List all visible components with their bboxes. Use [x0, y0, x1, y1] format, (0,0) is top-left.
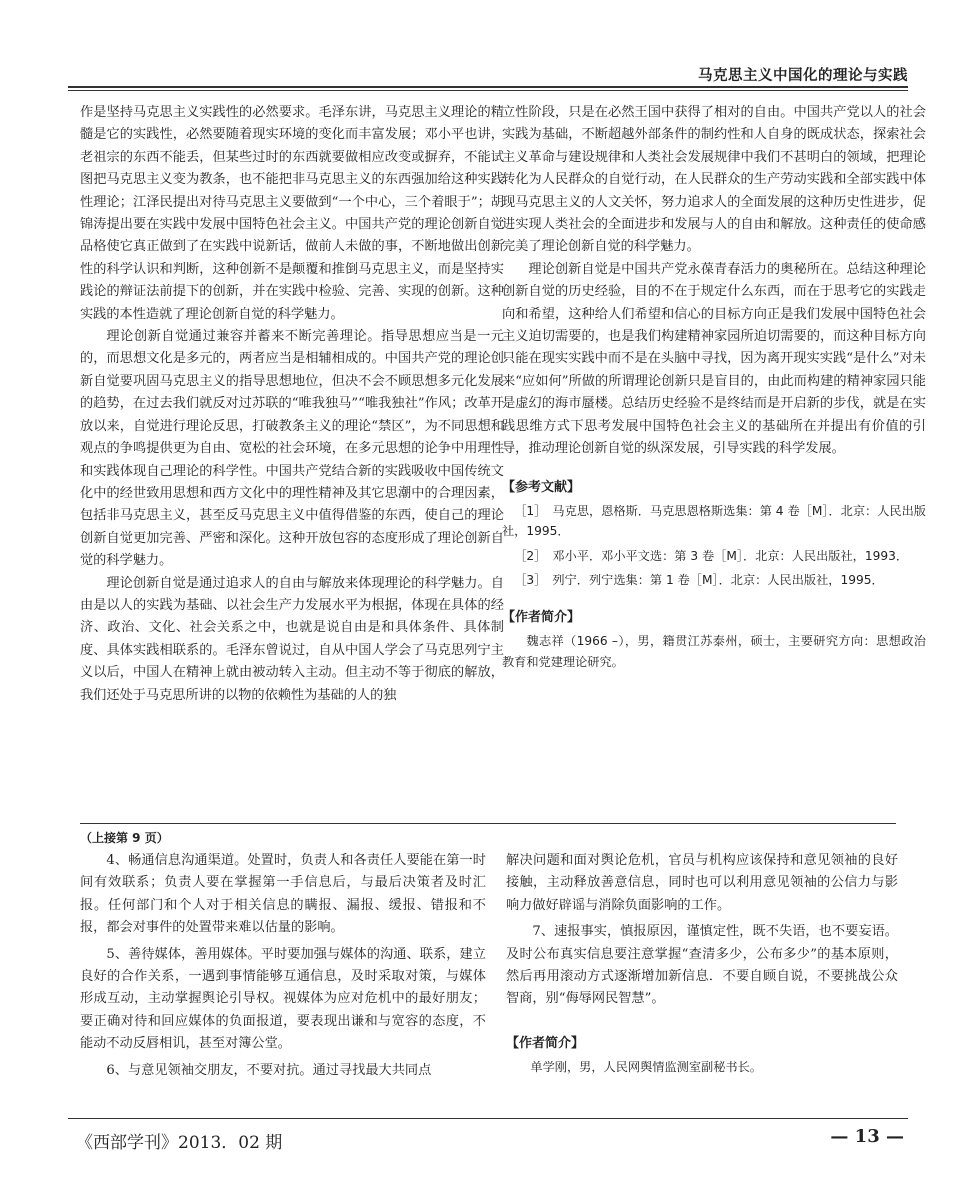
- bottom-left-column: [80, 850, 486, 1086]
- paragraph: 7、速报事实，慎报原因，谨慎定性，既不失语，也不要妄语。及时公布真实信息要注意掌握“查清多少，公布多少”的基本原则，然后再用滚动方式逐渐增加新信息．不要自顾自说，不要挑战公众智商，别“侮辱网民智慧”。: [506, 924, 898, 1007]
- paragraph: 理论创新自觉是通过追求人的自由与解放来体现理论的科学魅力。自由是以人的实践为基础、以社会生产力发展水平为根据，体现在具体的经济、政治、文化、社会关系之中，也就是说自由是和具体条件、具体制度、具体实践相联系的。毛泽东曾说过，自从中国人学会了马克思列宁主义以后，中国人在精神上就由被动转入主动。但主动不等于彻底的解放，我们还处于马克思所讲的以物的依赖性为基础的人的独: [80, 575, 504, 703]
- header-rule-thin: [68, 90, 908, 91]
- paragraph: 立性阶段，只是在必然王国中获得了相对的自由。中国共产党以人的社会实践为基础，不断超越外部条件的制约性和人自身的既成状态，探索社会主义革命与建设规律和人类社会发展规律中我们不甚明白的领域，把理论转化为人民群众的自觉行动，在人民群众的生产劳动实践和全部实践中体现马克思主义的人文关怀，努力追求人的全面发展的这种历史性进步，促进实现人类社会的全面进步和发展与人的自由和解放。这种责任的使命感完美了理论创新自觉的科学魅力。: [502, 105, 926, 255]
- paragraph: 4、畅通信息沟通渠道。处置时，负责人和各责任人要能在第一时间有效联系；负责人要在掌握第一手信息后，与最后决策者及时汇报。任何部门和个人对于相关信息的瞒报、漏报、缓报、错报和不报，都会对事件的处置带来难以估量的影响。: [80, 853, 486, 936]
- author-bio-text: 单学刚，男，人民网舆情监测室副秘书长。: [530, 1060, 762, 1075]
- paragraph: 理论创新自觉是中国共产党永葆青春活力的奥秘所在。总结这种理论创新自觉的历史经验，目的不在于规定什么东西，而在于思考它的实践走向和希望，这种给人们希望和信心的目标方向正是我们发展中国特色社会主义迫切需要的，也是我们构建精神家园所迫切需要的，而这种目标方向只能在现实实践中而不是在头脑中寻找，因为离开现实实践“是什么”对未来“应如何”所做的所谓理论创新只是盲目的，由此而构建的精神家园只能是虚幻的海市蜃楼。总结历史经验不是终结而是开启新的步伐，就是在实践思维方式下思考发展中国特色社会主义的基础所在并提出有价值的引导，推动理论创新自觉的纵深发展，引导实践的科学发展。: [502, 261, 926, 457]
- author-bio-text: 魏志祥（1966 –），男，籍贯江苏泰州，硕士，主要研究方向：思想政治教育和党建理论研究。: [502, 634, 926, 669]
- article-divider: [80, 823, 896, 824]
- paragraph: 6、与意见领袖交朋友，不要对抗。通过寻找最大共同点: [106, 1062, 432, 1078]
- running-title: 马克思主义中国化的理论与实践: [698, 68, 908, 84]
- header-rule-thick: [68, 86, 908, 88]
- reference-item: ［3］ 列宁．列宁选集：第 1 卷［M］．北京：人民出版社，1995．: [514, 573, 884, 588]
- reference-item: ［2］ 邓小平．邓小平文选：第 3 卷［M］．北京：人民出版社，1993．: [514, 548, 909, 563]
- right-column: [502, 102, 926, 672]
- reference-item: ［1］ 马克思，恩格斯．马克思恩格斯选集：第 4 卷［M］．北京：人民出版社，1995．: [502, 503, 926, 539]
- references-heading: 【参考文献】: [502, 479, 581, 495]
- page-header: [68, 60, 908, 92]
- author-bio-heading: 【作者简介】: [506, 1035, 585, 1051]
- journal-name: 《西部学刊》2013．02 期: [76, 1133, 283, 1153]
- paragraph: 作是坚持马克思主义实践性的必然要求。毛泽东讲，马克思主义理论的精髓是它的实践性，必然要随着现实环境的变化而丰富发展；邓小平也讲，老祖宗的东西不能丢，但某些过时的东西就要做相应改变或摒弃，不能试图把马克思主义变为教条，也不能把非马克思主义的东西强加给这种实践性理论；江泽民提出对待马克思主义要做到“一个中心，三个着眼于”；胡锦涛提出要在实践中发展中国特色社会主义。中国共产党的理论创新自觉品格使它真正做到了在实践中说新话，做前人未做的事，不断地做出创新性的科学认识和判断，这种创新不是颠覆和推倒马克思主义，而是坚持实践论的辩证法前提下的创新，并在实践中检验、完善、实现的创新。这种实践的本性造就了理论创新自觉的科学魅力。: [80, 105, 504, 322]
- author-bio-heading: 【作者简介】: [502, 609, 581, 625]
- footer-rule: [68, 1118, 908, 1119]
- continuation-note: （上接第 9 页）: [80, 831, 169, 845]
- bottom-right-column: [506, 850, 898, 1078]
- paragraph: 理论创新自觉通过兼容并蓄来不断完善理论。指导思想应当是一元的，而思想文化是多元的，两者应当是相辅相成的。中国共产党的理论创新自觉要巩固马克思主义的指导思想地位，但决不会不顾思想多元化发展的趋势，在过去我们就反对过苏联的“唯我独马”“唯我独社”作风；改革开放以来，自觉进行理论反思，打破教条主义的理论“禁区”，为不同思想和观点的争鸣提供更为自由、宽松的社会环境，在多元思想的论争中用理性和实践体现自己理论的科学性。中国共产党结合新的实践吸收中国传统文化中的经世致用思想和西方文化中的理性精神及其它思潮中的合理因素，包括非马克思主义，甚至反马克思主义中值得借鉴的东西，使自己的理论创新自觉更加完善、严密和深化。这种开放包容的态度形成了理论创新自觉的科学魅力。: [80, 329, 504, 569]
- left-column: [80, 102, 504, 707]
- paragraph: 5、善待媒体，善用媒体。平时要加强与媒体的沟通、联系，建立良好的合作关系，一遇到事情能够互通信息，及时采取对策，与媒体形成互动，主动掌握舆论引导权。视媒体为应对危机中的最好朋友；要正确对待和回应媒体的负面报道，要表现出谦和与宽容的态度，不能动不动反唇相讥，甚至对簿公堂。: [80, 946, 486, 1052]
- page-number: — 13 —: [830, 1126, 904, 1147]
- paragraph: 解决问题和面对舆论危机，官员与机构应该保持和意见领袖的良好接触，主动释放善意信息，同时也可以利用意见领袖的公信力与影响力做好辟谣与消除负面影响的工作。: [506, 853, 898, 913]
- page-footer: [68, 1118, 908, 1158]
